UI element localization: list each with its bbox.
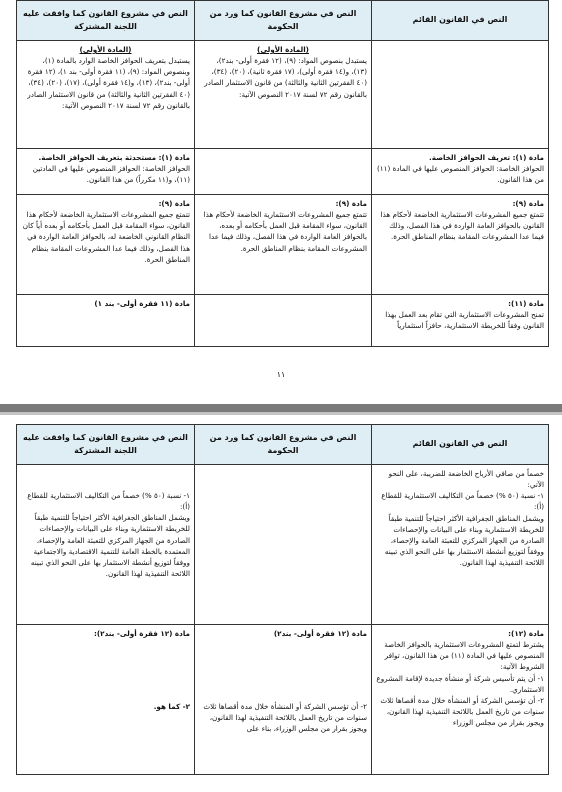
article-text: يشترط لتمتع المشروعات الاستثمارية بالحوافز الخاصة المنصوص عليها في المادة (١١) من هذا القانون، توافر الشروط الآتية: (384, 640, 544, 672)
list-item: ١- نسبة (٥٠ %) خصماً من التكاليف الاستثمارية للقطاع (أ): (27, 491, 190, 512)
header-current-law: النص في القانون القائم (372, 425, 549, 465)
cell-committee (17, 149, 195, 195)
comparison-table-2 (16, 424, 549, 775)
cell-government (195, 195, 372, 295)
cell-current (372, 195, 549, 295)
article-heading: مادة (٩): (335, 199, 367, 208)
article-text: يستبدل بنصوص المواد: (٩)، (١٢ فقرة أولى- بند٢)، (١٣)، و(١٤ فقرة أولى)، (١٧ فقرة ثانية)، (٢٠)، (٣٤)، (٤٠ الفقرتين الثانية والثالثة) من قانون الاستثمار الصادر بالقانون رقم ٧٢ لسنة ٢٠١٧ النصوص الآتية: (204, 56, 367, 99)
article-text: تمنح المشروعات الاستثمارية التي تقام بعد العمل بهذا القانون وفقاً للخريطة الاستثمارية، حافزاً استثمارياً (385, 310, 544, 331)
article-heading: مادة (١١): (508, 299, 544, 308)
cell-committee (17, 465, 195, 625)
cell-committee (17, 625, 195, 775)
header-government-draft: النص في مشروع القانون كما ورد من الحكومة (195, 1, 372, 41)
article-text: تتمتع جميع المشروعات الاستثمارية الخاضعة لأحكام هذا القانون، سواء المقامة قبل العمل بأحكامه أو بعده، بالحوافز العامة الواردة في هذا الفصل، وذلك فيما عدا المشروعات المقامة بنظام المناطق الحرة. (203, 210, 367, 253)
article-heading: (المادة الأولى) (79, 45, 132, 54)
header-government-draft: النص في مشروع القانون كما ورد من الحكومة (195, 425, 372, 465)
article-heading: مادة (٩): (512, 199, 544, 208)
cell-government (195, 625, 372, 775)
cell-committee (17, 295, 195, 347)
document-page-1 (16, 0, 548, 347)
article-heading: مادة (١٢): (508, 629, 544, 638)
article-text: تتمتع جميع المشروعات الاستثمارية الخاضعة لأحكام هذا القانون، سواء المقامة قبل العمل بأحكامه أو بعده أياً كان النظام القانوني الخاضعة له، بالحوافز العامة الواردة في هذا الفصل، وذلك فيما عدا المشروعات المقامة بنظام المناطق الحرة. (22, 210, 190, 264)
article-heading: مادة (١): تعريف الحوافز الخاصة. (429, 153, 544, 162)
article-heading: مادة (١٢ فقرة أولى- بند٢) (273, 629, 367, 638)
header-current-law: النص في القانون القائم (372, 1, 549, 41)
cell-committee (17, 195, 195, 295)
page-separator-shadow (0, 412, 562, 415)
list-item: ١- نسبة (٥٠ %) خصماً من التكاليف الاستثمارية للقطاع (أ): (381, 491, 544, 512)
article-text: الحوافز الخاصة: الحوافز المنصوص عليها في المادتين (١١)، و(١١ مكرراً) من هذا القانون. (32, 164, 190, 185)
header-committee-draft: النص في مشروع القانون كما وافقت عليه اللجنة المشتركة (17, 1, 195, 41)
article-text: ٢- أن تؤسس الشركة أو المنشأة خلال مدة أقصاها ثلاث سنوات من تاريخ العمل باللائحة التنفيذية لهذا القانون، ويجوز بقرار من مجلس الوزراء، بناء على (203, 702, 367, 734)
article-text: ٢- كما هو. (153, 702, 190, 712)
article-text: الحوافز الخاصة: الحوافز المنصوص عليها في المادة (١١) من هذا القانون. (376, 164, 544, 185)
article-text: تتمتع جميع المشروعات الاستثمارية الخاضعة لأحكام هذا القانون بالحوافز العامة الواردة في هذا الفصل، وذلك فيما عدا المشروعات المقامة بنظام المناطق الحرة. (380, 210, 544, 242)
article-text: خصماً من صافي الأرباح الخاضعة للضريبة، على النحو الآتي: (388, 469, 544, 490)
cell-current (372, 295, 549, 347)
page-separator (0, 404, 562, 412)
header-committee-draft: النص في مشروع القانون كما وافقت عليه اللجنة المشتركة (17, 425, 195, 465)
cell-government (195, 149, 372, 195)
cell-government (195, 465, 372, 625)
article-heading: مادة (١): مستحدثة بتعريف الحوافز الخاصة. (38, 153, 190, 162)
article-heading: مادة (١١ فقرة أولى- بند ١) (94, 299, 190, 308)
article-text: يستبدل بتعريف الحوافز الخاصة الوارد بالمادة (١)، وبنصوص المواد: (٩)، (١١ فقرة أولى- بند ١)، (١٢ فقرة أولى- بند٢)، (١٣)، و(١٤ فقرة أولى)، (١٧)، (٢٠)، (٣٤)، (٤٠ الفقرتين الثانية والثالثة) من قانون الاستثمار الصادر بالقانون رقم ٧٢ لسنة ٢٠١٧ النصوص الآتية: (27, 56, 190, 110)
article-text: ويشمل المناطق الجغرافية الأكثر احتياجاً للتنمية طبقاً للخريطة الاستثمارية وبناء على البيانات والإحصاءات الصادرة من الجهاز المركزي للتعبئة العامة والإحصاء، المعتمدة بالخطة العامة للتنمية الاقتصادية والاجتماعية ووفقاً لتوزيع أنشطة الاستثمار بها على النحو الذي تبينه اللائحة التنفيذية لهذا القانون. (30, 513, 190, 579)
cell-current (372, 41, 549, 149)
article-text: ويشمل المناطق الجغرافية الأكثر احتياجاً للتنمية طبقاً للخريطة الاستثمارية وبناء على البيانات والإحصاءات الصادرة من الجهاز المركزي للتعبئة العامة والإحصاء، ووفقاً لتوزيع أنشطة الاستثمار بها على النحو الذي تبينه اللائحة التنفيذية لهذا القانون. (384, 513, 544, 568)
article-heading: مادة (٩): (158, 199, 190, 208)
document-page-2 (16, 424, 548, 775)
cell-current (372, 465, 549, 625)
list-item: ٢- أن تؤسس الشركة أو المنشأة خلال مدة أقصاها ثلاث سنوات من تاريخ العمل باللائحة التنفيذية لهذا القانون، ويجوز بقرار من مجلس الوزراء (380, 695, 544, 728)
cell-current (372, 149, 549, 195)
article-heading: مادة (١٢ فقرة أولى- بند٢): (94, 629, 190, 638)
list-item: ١- أن يتم تأسيس شركة أو منشأة جديدة لإقامة المشروع الاستثماري. (376, 673, 544, 694)
comparison-table-1 (16, 0, 549, 347)
cell-government (195, 295, 372, 347)
article-heading: (المادة الأولى) (257, 45, 309, 54)
cell-current (372, 625, 549, 775)
cell-committee (17, 41, 195, 149)
page-number: ١١ (276, 370, 286, 379)
cell-government (195, 41, 372, 149)
